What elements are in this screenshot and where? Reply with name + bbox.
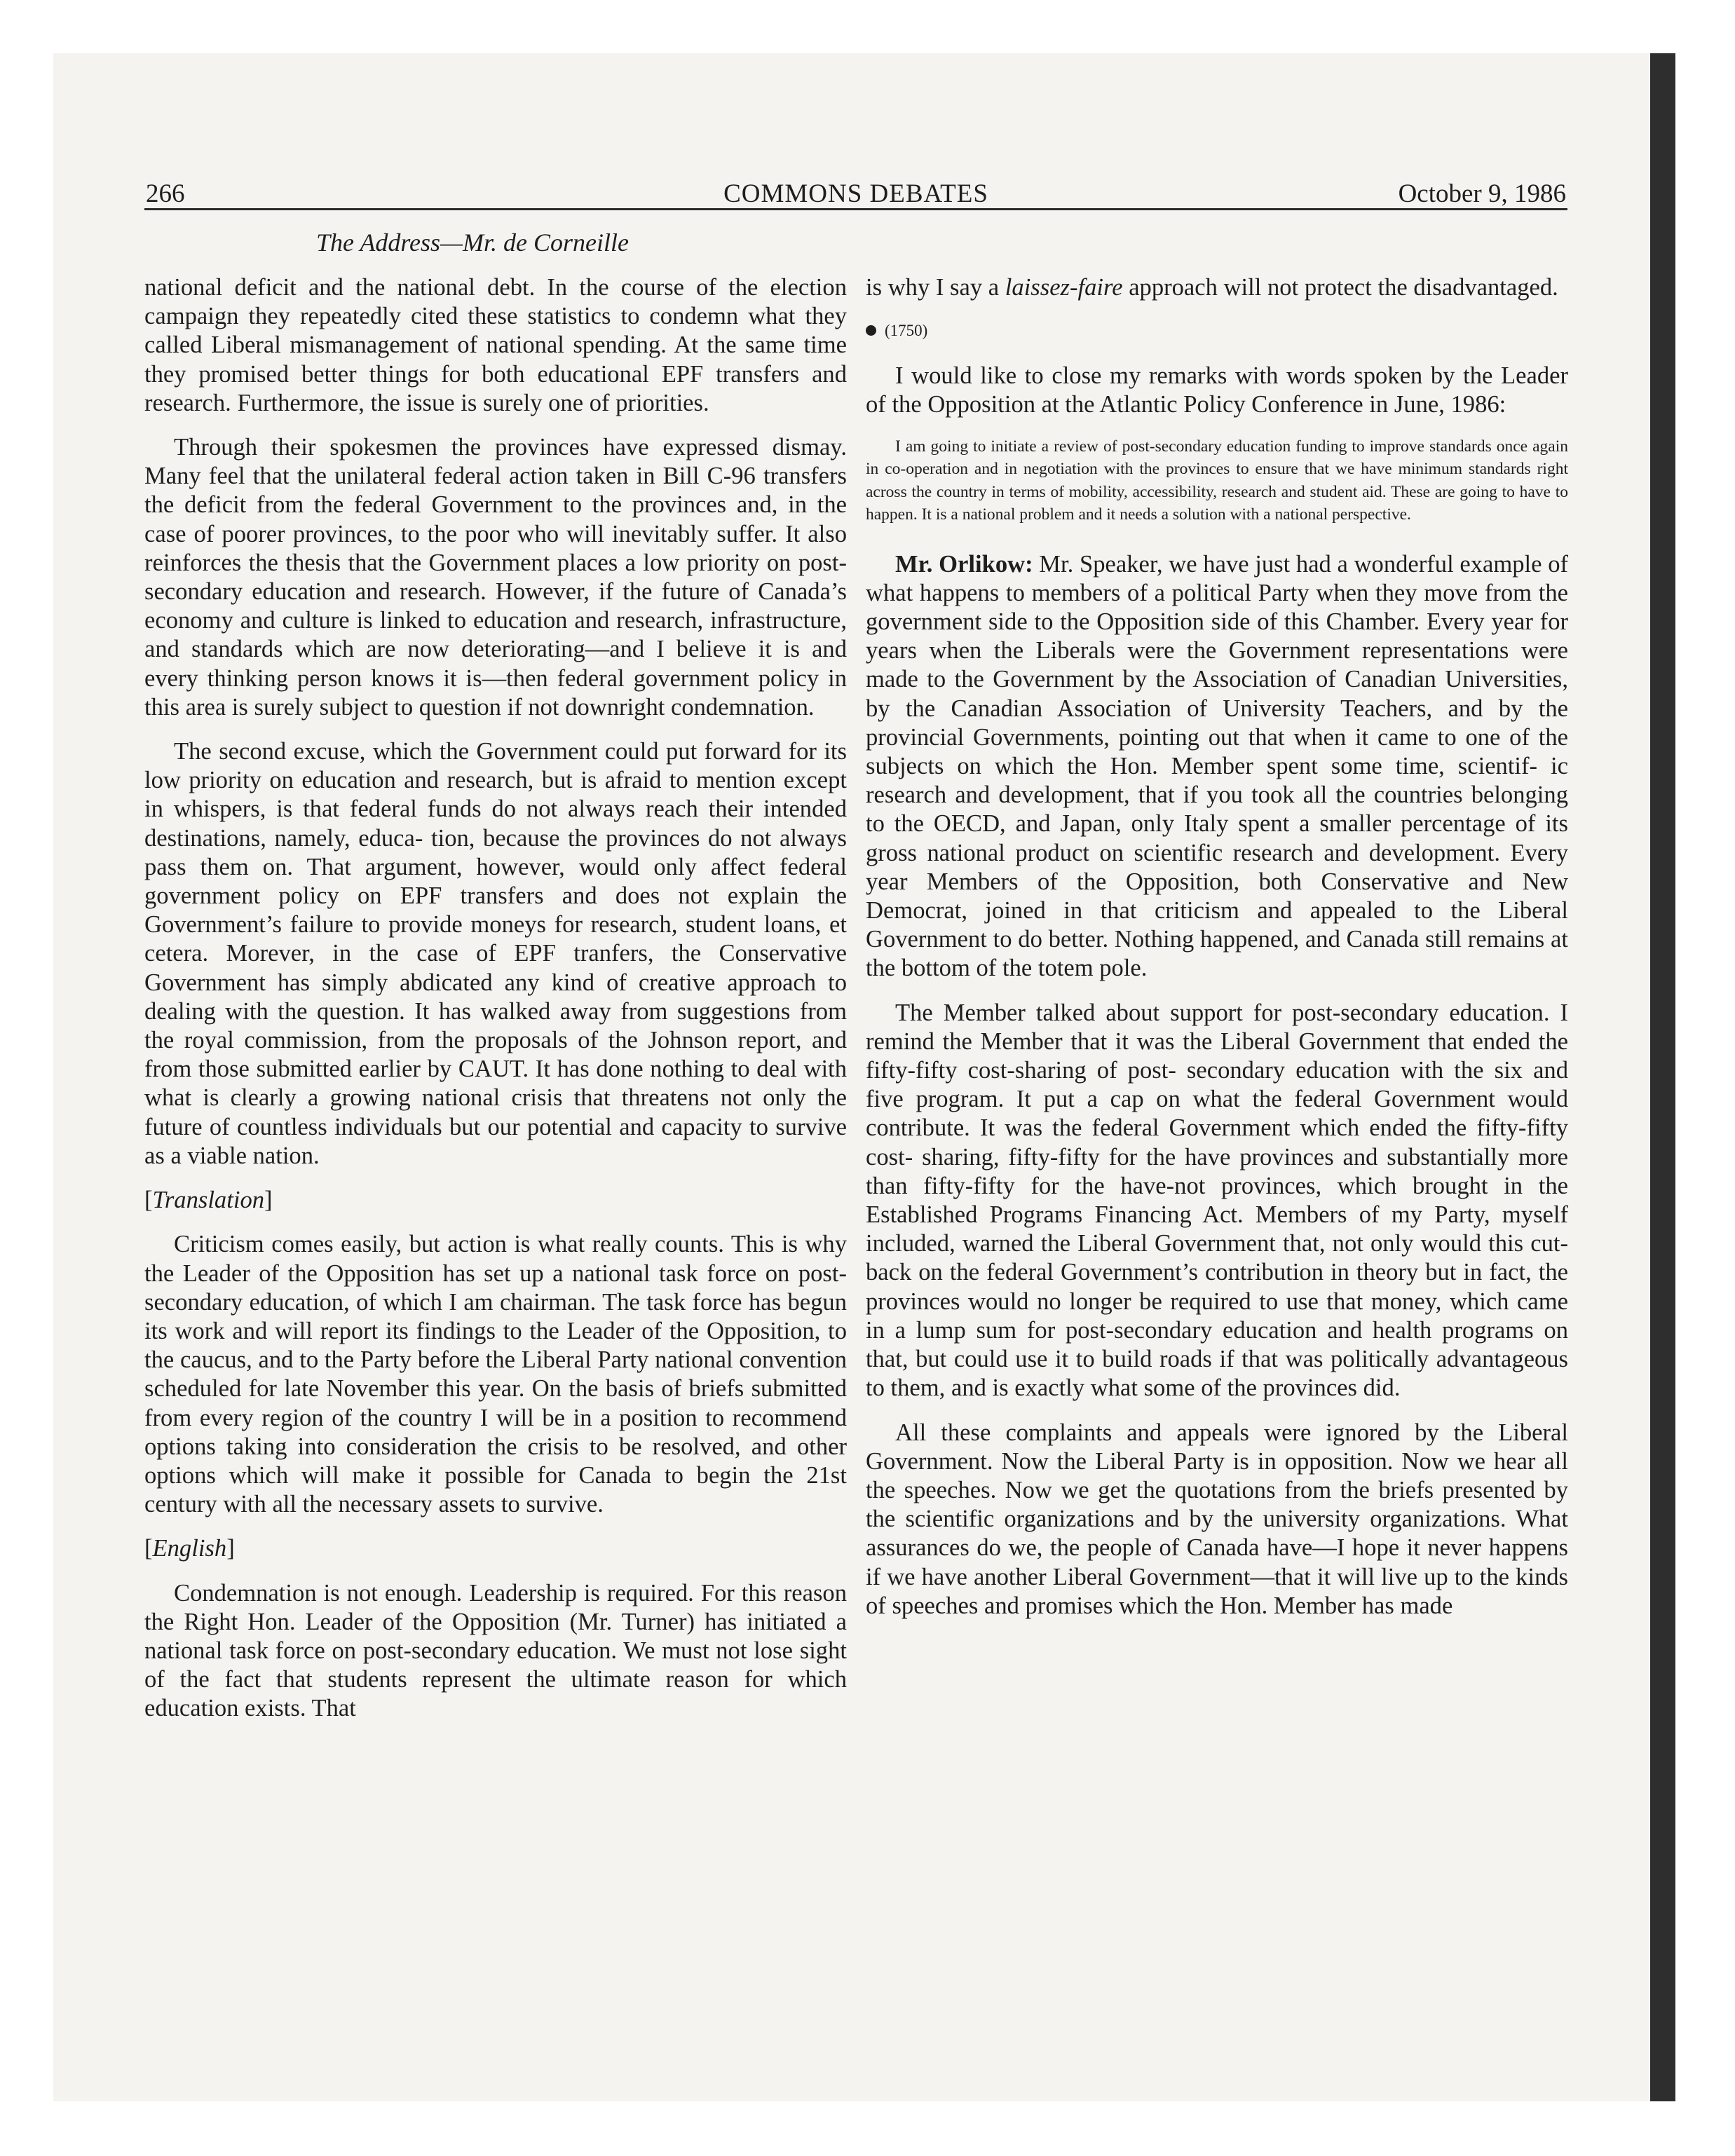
paragraph: I would like to close my remarks with words spoken by the Leader of the Opposition at the Atlantic Policy Conference in June, 1986:	[866, 362, 1568, 418]
english-tag	[144, 1534, 847, 1563]
paragraph: national deficit and the national debt. In the course of the election campaign they repeatedly cited these statistics to condemn what they called Liberal mismanagement of national spending. At the same time they promised better things for both educational EPF transfers and research. Furthermore, the issue is surely one of priorities.	[144, 274, 847, 416]
left-column	[144, 273, 847, 1724]
bracket-open: [	[144, 1187, 153, 1214]
quote-text: I am going to initiate a review of post-secondary education funding to improve standards once again in co-operation and in negotiation with the provinces to ensure that we have minimum standards right across the country in terms of mobility, accessibility, research and student aid. These are going to have to happen. It is a national problem and it needs a solution with a national perspective.	[866, 437, 1568, 524]
bracket-close: ]	[264, 1187, 273, 1214]
section-heading: The Address—Mr. de Corneille	[316, 228, 629, 257]
journal-title: COMMONS DEBATES	[723, 179, 988, 208]
text-run: approach will not protect the disadvantaged.	[1122, 274, 1558, 301]
bullet-icon	[866, 325, 876, 336]
paragraph	[866, 273, 1568, 302]
translation-tag	[144, 1186, 847, 1215]
paragraph: Criticism comes easily, but action is what really counts. This is why the Leader of the Opposition has set up a national task force on post-secondary education, of which I am chairman. The task force has begun its work and will report its findings to the Leader of the Opposition, to the caucus, and to the Party before the Liberal Party national convention scheduled for late November this year. On the basis of briefs submitted from every region of the country I will be in a position to recommend options taking into consideration the crisis to be resolved, and other options which will make it possible for Canada to begin the 21st century with all the necessary assets to survive.	[144, 1231, 847, 1518]
paragraph: Through their spokesmen the provinces have expressed dismay. Many feel that the unilateral federal action taken in Bill C-96 transfers the deficit from the federal Government to the provinces and, in the case of poorer provinces, to the poor who will inevitably suffer. It also reinforces the thesis that the Government places a low priority on post-secondary education and research. However, if the future of Canada’s economy and culture is linked to education and research, infrastructure, and standards which are now deteriorating—and I believe it is and every thinking person knows it is—then federal government policy in this area is surely subject to question if not downright condemnation.	[144, 434, 847, 721]
paragraph: The Member talked about support for post-secondary education. I remind the Member that it was the Liberal Government that ended the fifty-fifty cost-sharing of post- secondary education with the six and five program. It put a cap on what the federal Government would contribute. It was the federal Government which ended the fifty-fifty cost- sharing, fifty-fifty for the have provinces and substantially more than fifty-fifty for the have-not provinces, which brought in the Established Programs Financing Act. Members of my Party, myself included, warned the Liberal Government that, not only would this cut-back on the federal Government’s contribution in theory but in fact, the provinces would no longer be required to use that money, which came in a lump sum for post-secondary education and health programs on that, but could use it to build roads if that was politically advantageous to them, and is exactly what some of the provinces did.	[866, 999, 1568, 1402]
bracket-open: [	[144, 1535, 153, 1562]
block-quote	[866, 435, 1568, 526]
translation-label: Translation	[152, 1187, 265, 1214]
bracket-close: ]	[226, 1535, 235, 1562]
page-number: 266	[146, 179, 185, 208]
time-stamp-text: (1750)	[885, 322, 928, 340]
right-column	[866, 273, 1568, 1621]
scan-edge-shadow	[1650, 53, 1675, 2101]
paragraph	[866, 550, 1568, 983]
time-stamp	[866, 316, 1568, 345]
text-run: is why I say a	[866, 274, 1005, 301]
speaker-name: Mr. Orlikow:	[895, 550, 1033, 578]
paragraph: Condemnation is not enough. Leadership is required. For this reason the Right Hon. Leader of the Opposition (Mr. Turner) has initiated a national task force on post-secondary education. We must not lose sight of the fact that students represent the ultimate reason for which education exists. That	[144, 1579, 847, 1722]
header-rule	[144, 208, 1567, 210]
paragraph: The second excuse, which the Government could put forward for its low priority on education and research, but is afraid to mention except in whispers, is that federal funds do not always reach their intended destinations, namely, educa- tion, because the provinces do not always pass them on. That argument, however, would only affect federal government policy on EPF transfers and does not explain the Government’s failure to provide moneys for research, student loans, et cetera. Morever, in the case of EPF tranfers, the Conservative Government has simply abdicated any kind of creative approach to dealing with the question. It has walked away from suggestions from the royal commission, from the proposals of the Johnson report, and from those submitted earlier by CAUT. It has done nothing to deal with what is clearly a growing national crisis that threatens not only the future of countless individuals but our potential and capacity to survive as a viable nation.	[144, 738, 847, 1169]
english-label: English	[152, 1535, 227, 1562]
running-head	[146, 177, 1566, 211]
issue-date: October 9, 1986	[1398, 179, 1566, 208]
italic-term: laissez-faire	[1005, 274, 1123, 301]
text-run: Mr. Speaker, we have just had a wonderful example of what happens to members of a political Party when they move from the government side to the Opposition side of this Chamber. Every year for years when the Liberals were the Government representations were made to the Government by the Association of Canadian Universities, by the Canadian Association of University Teachers, and by the provincial Governments, pointing out that when it came to one of the subjects on which the Hon. Member spent some time, scientif- ic research and development, that if you took all the countries belonging to the OECD, and Japan, only Italy spent a smaller percentage of its gross national product on scientific research and development. Every year Members of the Opposition, both Conservative and New Democrat, joined in that criticism and appealed to the Liberal Government to do better. Nothing happened, and Canada still remains at the bottom of the totem pole.	[866, 550, 1568, 982]
paragraph: All these complaints and appeals were ignored by the Liberal Government. Now the Liberal Party is in opposition. Now we hear all the speeches. Now we get the quotations from the briefs presented by the scientific organizations and by the university organizations. What assurances do we, the people of Canada have—I hope it never happens if we have another Liberal Government—that it will live up to the kinds of speeches and promises which the Hon. Member has made	[866, 1419, 1568, 1619]
